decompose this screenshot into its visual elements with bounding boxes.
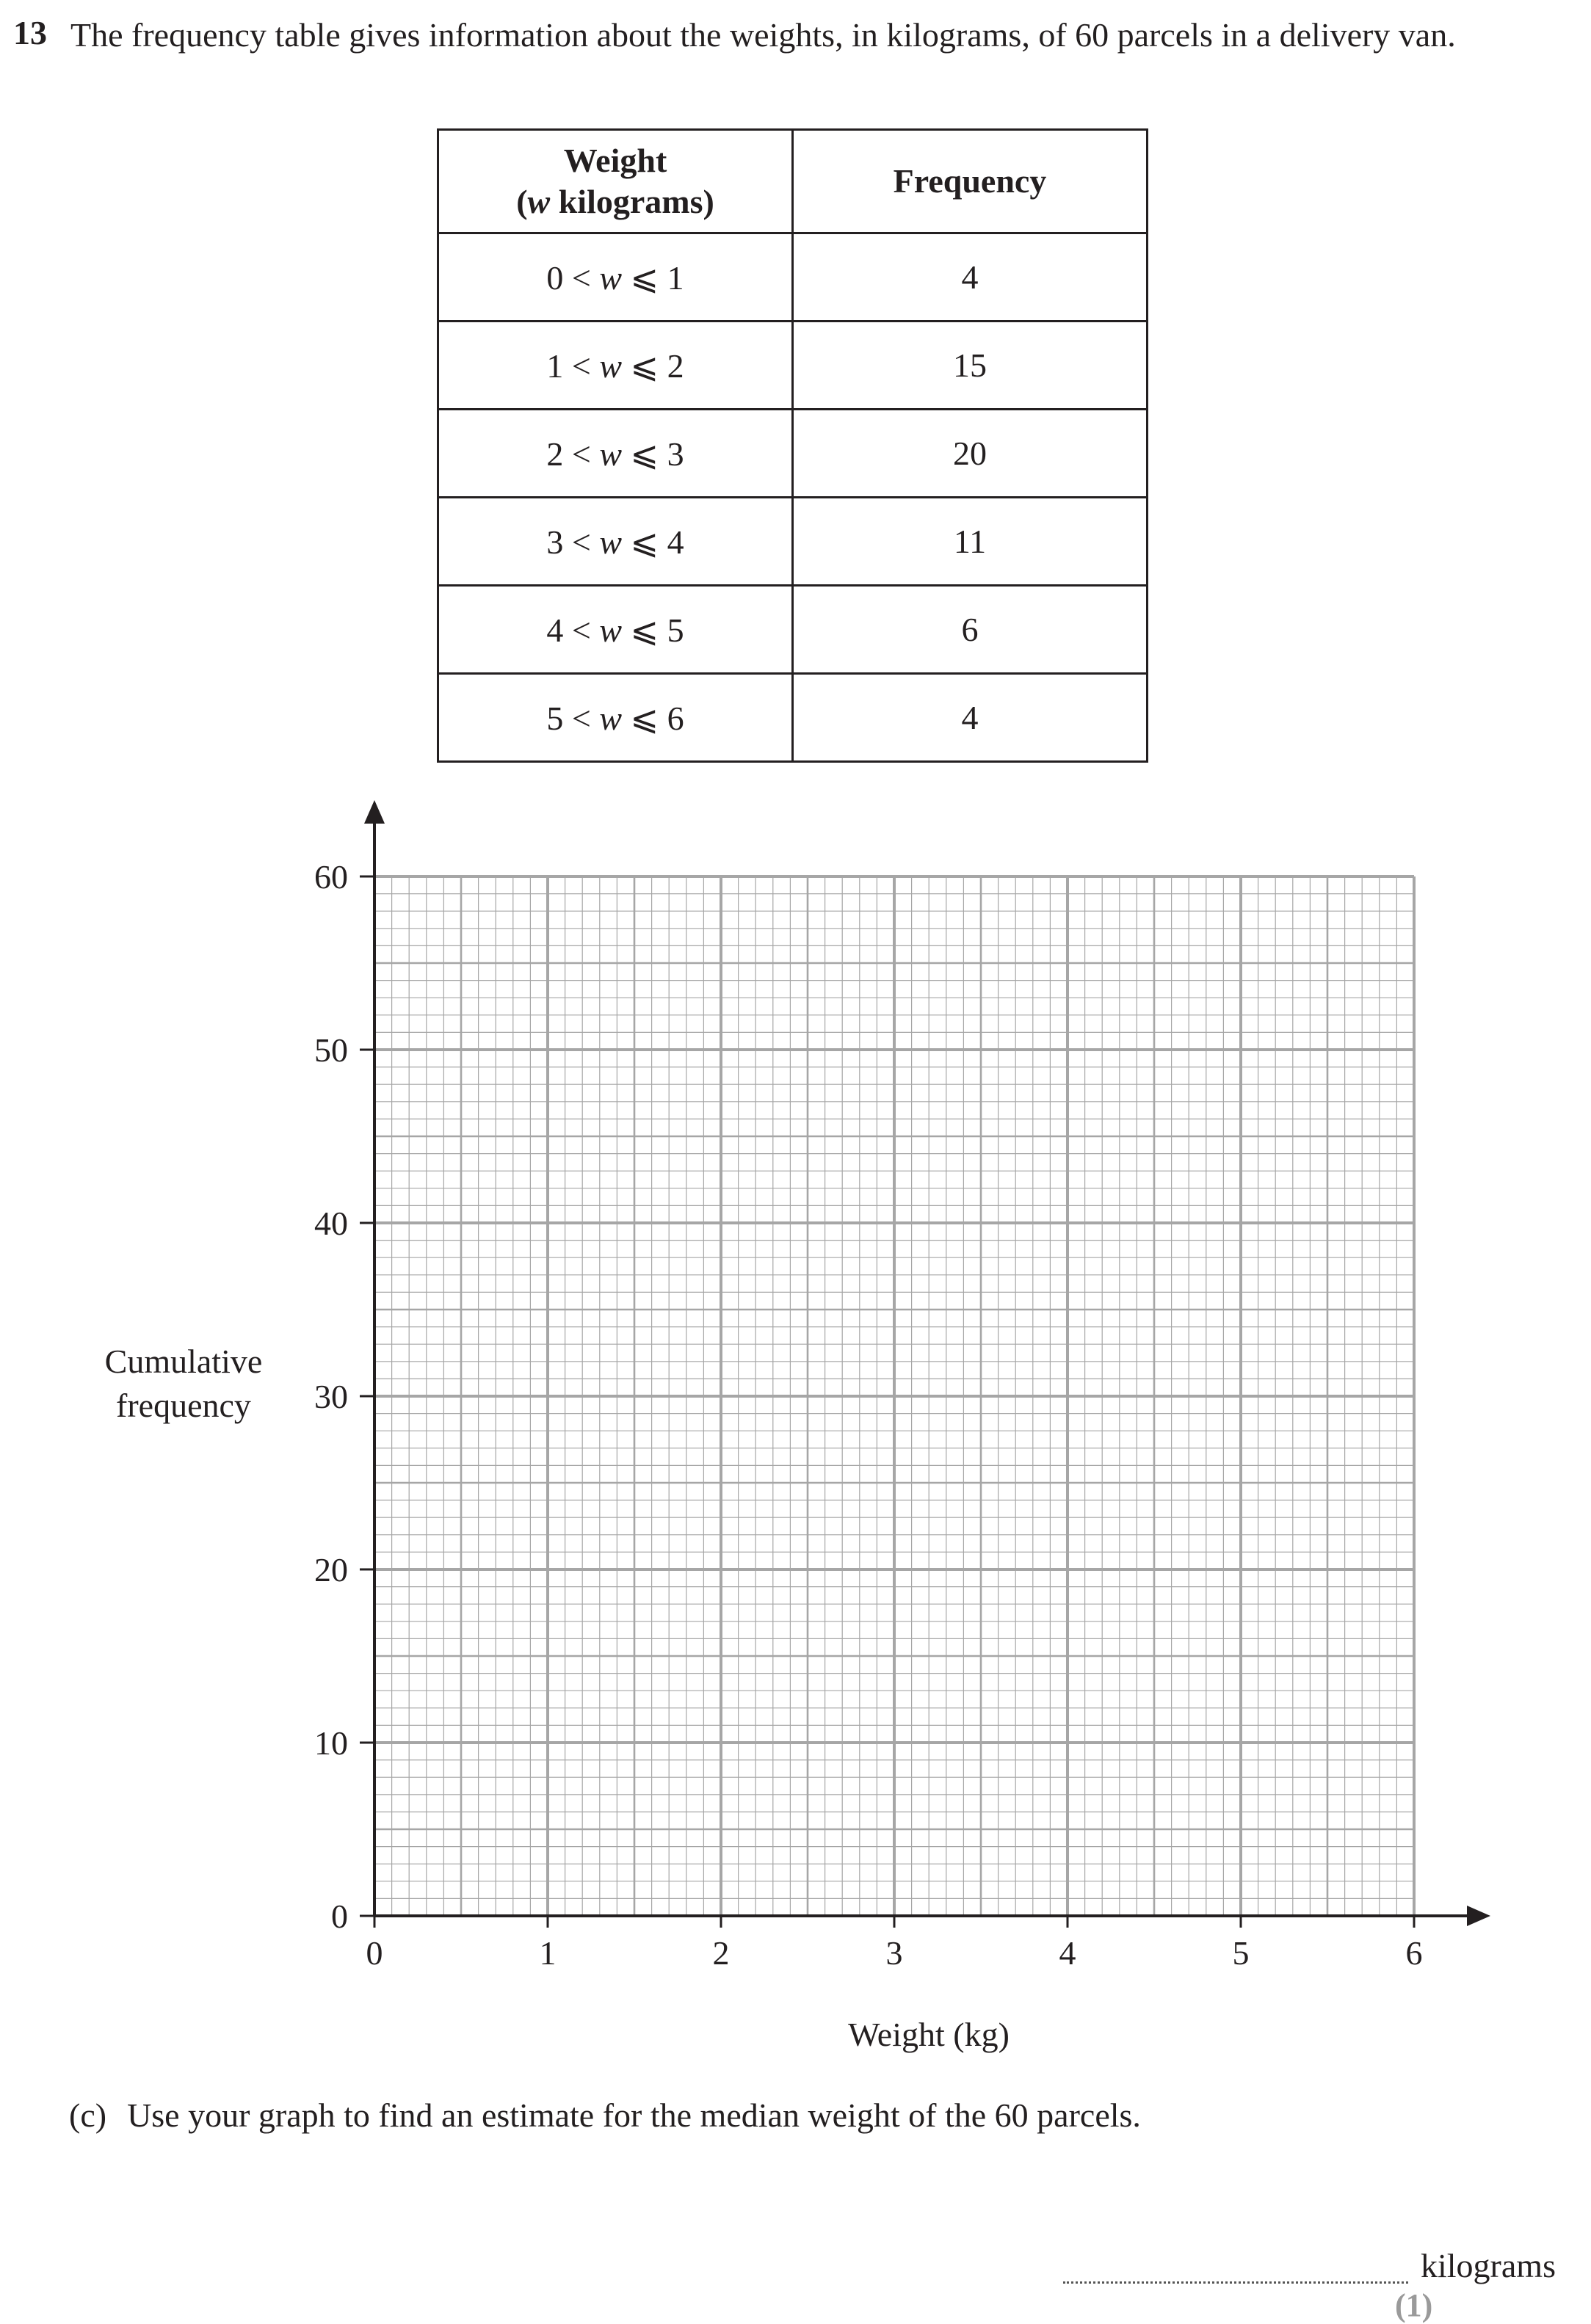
interval-le: ⩽	[630, 699, 659, 737]
y-tick-label: 0	[331, 1898, 348, 1935]
weight-column-header	[438, 130, 793, 233]
x-tick-label: 5	[1232, 1934, 1250, 1972]
table-row	[438, 410, 1148, 498]
interval-le: ⩽	[630, 611, 659, 649]
y-tick-label: 40	[314, 1205, 348, 1242]
weight-interval-cell	[438, 233, 793, 322]
x-tick-label: 3	[885, 1934, 903, 1972]
x-tick-label: 4	[1059, 1934, 1076, 1972]
y-axis-arrow-icon	[364, 800, 385, 824]
interval-le: ⩽	[630, 435, 659, 473]
frequency-cell: 11	[793, 498, 1148, 586]
frequency-table	[437, 128, 1148, 763]
weight-header-line2: (w kilograms)	[516, 183, 714, 220]
table-row	[438, 322, 1148, 410]
x-tick-label: 1	[539, 1934, 557, 1972]
y-tick-label: 20	[314, 1551, 348, 1588]
interval-lt: <	[571, 346, 591, 385]
weight-interval-cell	[438, 498, 793, 586]
frequency-cell: 15	[793, 322, 1148, 410]
interval-lt: <	[571, 258, 591, 297]
x-tick-label: 2	[712, 1934, 730, 1972]
interval-lt: <	[571, 699, 591, 737]
interval-le: ⩽	[630, 346, 659, 385]
part-c-label: (c)	[69, 2096, 107, 2134]
x-axis-label: Weight (kg)	[848, 2016, 1010, 2053]
interval-low: 3	[546, 523, 564, 561]
x-tick-label: 0	[366, 1934, 383, 1972]
table-row	[438, 674, 1148, 762]
weight-interval-cell	[438, 410, 793, 498]
y-axis-label-line2: frequency	[116, 1387, 251, 1424]
weight-header-units: kilograms)	[550, 183, 714, 220]
weight-interval-cell	[438, 322, 793, 410]
interval-low: 1	[546, 346, 564, 385]
weight-header-line1: Weight	[563, 142, 667, 179]
frequency-cell: 20	[793, 410, 1148, 498]
frequency-cell: 6	[793, 586, 1148, 674]
interval-var: w	[599, 346, 623, 385]
frequency-cell: 4	[793, 233, 1148, 322]
part-c-text: Use your graph to find an estimate for the median weight of the 60 parcels.	[127, 2096, 1141, 2134]
weight-interval-cell	[438, 674, 793, 762]
frequency-column-header: Frequency	[793, 130, 1148, 233]
question-number: 13	[13, 14, 47, 51]
y-axis-label-line1: Cumulative	[104, 1343, 263, 1380]
interval-var: w	[599, 699, 623, 737]
frequency-cell: 4	[793, 674, 1148, 762]
y-tick-label: 50	[314, 1031, 348, 1069]
table-body	[438, 233, 1148, 762]
part-c-question	[69, 2096, 1141, 2135]
x-axis-arrow-icon	[1467, 1906, 1490, 1926]
interval-low: 0	[546, 258, 564, 297]
interval-le: ⩽	[630, 523, 659, 561]
x-tick-label: 6	[1405, 1934, 1423, 1972]
y-tick-label: 60	[314, 858, 348, 896]
weight-header-var: w	[527, 183, 551, 220]
interval-high: 4	[667, 523, 684, 561]
interval-low: 5	[546, 699, 564, 737]
y-axis-label	[73, 1340, 294, 1428]
table-row	[438, 586, 1148, 674]
y-tick-label: 10	[314, 1724, 348, 1762]
answer-units: kilograms	[1421, 2247, 1556, 2284]
y-tick-label: 30	[314, 1378, 348, 1415]
table-row	[438, 498, 1148, 586]
answer-line[interactable]	[1063, 2281, 1408, 2284]
table-row	[438, 233, 1148, 322]
interval-low: 4	[546, 611, 564, 649]
interval-lt: <	[571, 435, 591, 473]
interval-var: w	[599, 258, 623, 297]
interval-var: w	[599, 523, 623, 561]
interval-low: 2	[546, 435, 564, 473]
marks-indicator: (1)	[1395, 2287, 1433, 2323]
interval-lt: <	[571, 611, 591, 649]
question-text: The frequency table gives information about the weights, in kilograms, of 60 parcels in a delivery van.	[70, 16, 1456, 54]
interval-var: w	[599, 611, 623, 649]
interval-high: 1	[667, 258, 684, 297]
interval-high: 6	[667, 699, 684, 737]
weight-interval-cell	[438, 586, 793, 674]
interval-high: 3	[667, 435, 684, 473]
interval-lt: <	[571, 523, 591, 561]
interval-var: w	[599, 435, 623, 473]
interval-high: 5	[667, 611, 684, 649]
table-header-row	[438, 130, 1148, 233]
interval-high: 2	[667, 346, 684, 385]
interval-le: ⩽	[630, 258, 659, 297]
